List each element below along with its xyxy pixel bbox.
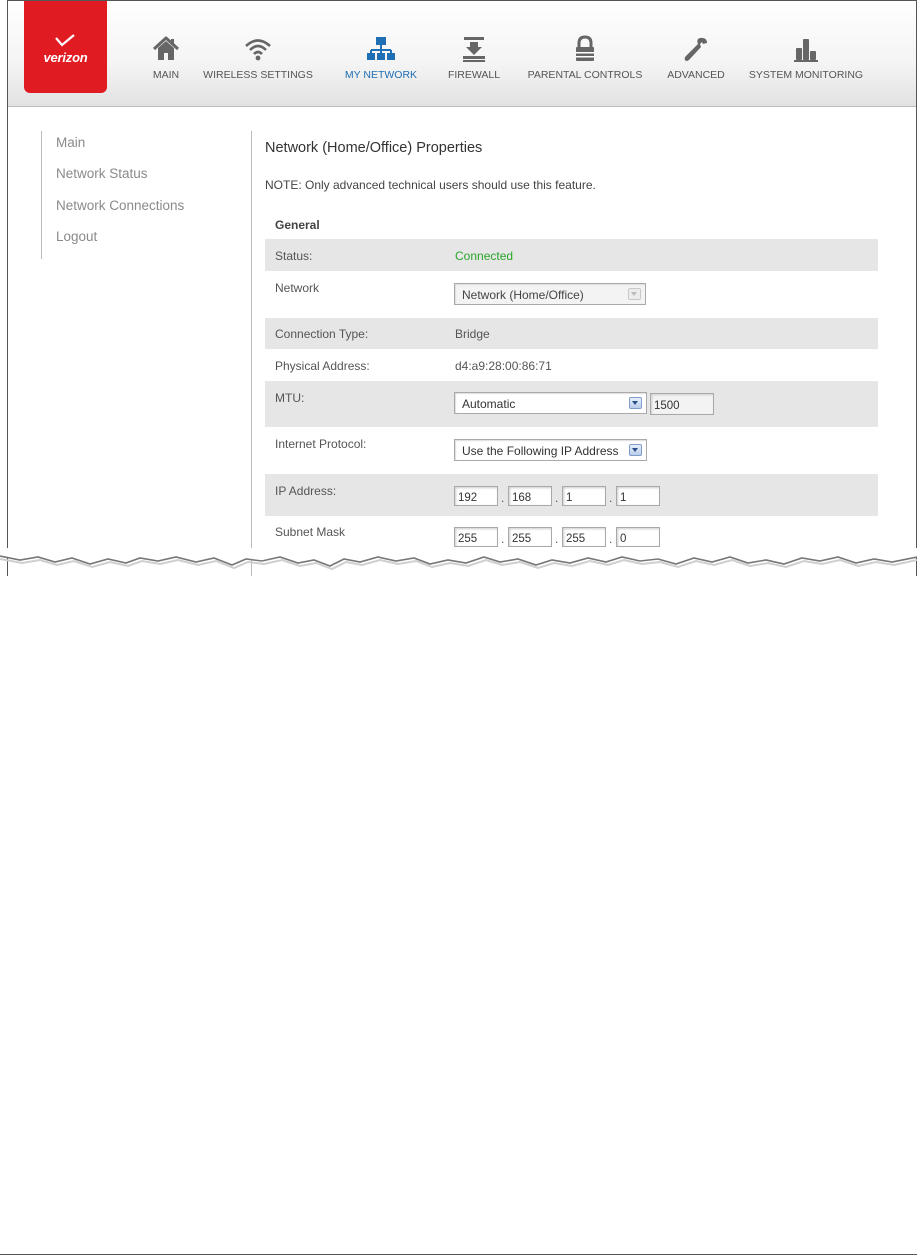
subnet-octet-3-field[interactable] bbox=[562, 527, 606, 547]
nav-main[interactable] bbox=[142, 35, 190, 95]
nav-system-monitoring-label: SYSTEM MONITORING bbox=[748, 69, 864, 81]
ip-separator: . bbox=[609, 491, 613, 505]
internet-protocol-label: Internet Protocol: bbox=[275, 437, 367, 451]
lock-icon bbox=[570, 35, 600, 63]
nav-parental-controls-label: PARENTAL CONTROLS bbox=[527, 69, 643, 81]
connection-type-label: Connection Type: bbox=[275, 327, 369, 341]
ip-separator: . bbox=[555, 491, 559, 505]
internet-protocol-row bbox=[265, 427, 878, 474]
subnet-octet-2-field[interactable] bbox=[508, 527, 552, 547]
ip-octet-1-field[interactable] bbox=[454, 486, 498, 506]
advanced-users-note: NOTE: Only advanced technical users should use this feature. bbox=[265, 178, 596, 192]
mtu-row bbox=[265, 381, 878, 427]
status-value: Connected bbox=[455, 249, 514, 263]
nav-firewall[interactable] bbox=[446, 35, 502, 95]
page-bottom-rule bbox=[0, 1254, 917, 1255]
nav-my-network[interactable] bbox=[342, 35, 420, 95]
network-icon bbox=[366, 35, 396, 63]
mtu-value-field[interactable] bbox=[650, 393, 714, 415]
top-navigation-bar bbox=[8, 1, 916, 107]
torn-edge-decoration bbox=[0, 548, 917, 582]
nav-parental-controls[interactable] bbox=[526, 35, 644, 95]
subnet-octet-4-field[interactable] bbox=[616, 527, 660, 547]
ip-octet-4-field[interactable] bbox=[616, 486, 660, 506]
nav-main-label: MAIN bbox=[152, 69, 180, 81]
status-label: Status: bbox=[275, 249, 313, 263]
chevron-down-icon bbox=[629, 444, 642, 456]
nav-firewall-label: FIREWALL bbox=[447, 69, 501, 81]
network-select[interactable] bbox=[454, 283, 646, 305]
network-label: Network bbox=[275, 281, 320, 295]
nav-advanced[interactable] bbox=[664, 35, 728, 95]
sidebar-item-network-connections[interactable]: Network Connections bbox=[56, 198, 185, 213]
wifi-icon bbox=[243, 35, 273, 63]
router-ui-screenshot bbox=[7, 0, 917, 576]
internet-protocol-select-value: Use the Following IP Address bbox=[462, 444, 619, 458]
sidebar-item-network-status[interactable]: Network Status bbox=[56, 166, 148, 181]
physical-address-row bbox=[265, 349, 878, 381]
network-row bbox=[265, 271, 878, 318]
ip-address-label: IP Address: bbox=[275, 484, 337, 498]
chevron-down-icon bbox=[629, 397, 642, 409]
ip-separator: . bbox=[501, 491, 505, 505]
status-row bbox=[265, 239, 878, 271]
nav-my-network-label: MY NETWORK bbox=[344, 69, 418, 81]
internet-protocol-select[interactable] bbox=[454, 439, 647, 461]
mtu-select-value: Automatic bbox=[462, 397, 516, 411]
verizon-logo[interactable] bbox=[24, 1, 107, 93]
ip-address-row bbox=[265, 474, 878, 516]
firewall-icon bbox=[459, 35, 489, 63]
subnet-mask-label: Subnet Mask bbox=[275, 525, 346, 539]
page-title: Network (Home/Office) Properties bbox=[265, 140, 483, 156]
nav-system-monitoring[interactable] bbox=[748, 35, 864, 95]
nav-wireless-settings[interactable] bbox=[202, 35, 314, 95]
subnet-separator: . bbox=[555, 532, 559, 546]
physical-address-label: Physical Address: bbox=[275, 359, 370, 373]
network-select-value: Network (Home/Office) bbox=[462, 288, 584, 302]
connection-type-row bbox=[265, 318, 878, 349]
home-icon bbox=[151, 35, 181, 63]
bar-chart-icon bbox=[791, 35, 821, 63]
chevron-down-icon bbox=[628, 288, 641, 300]
sidebar-item-logout[interactable]: Logout bbox=[56, 229, 98, 244]
content-divider bbox=[251, 131, 252, 576]
wrench-icon bbox=[681, 35, 711, 63]
ip-octet-2-field[interactable] bbox=[508, 486, 552, 506]
sidebar-menu bbox=[41, 131, 222, 259]
subnet-octet-1-field[interactable] bbox=[454, 527, 498, 547]
subnet-separator: . bbox=[609, 532, 613, 546]
nav-wireless-settings-label: WIRELESS SETTINGS bbox=[203, 69, 313, 81]
ip-octet-3-field[interactable] bbox=[562, 486, 606, 506]
physical-address-value: d4:a9:28:00:86:71 bbox=[455, 359, 552, 373]
logo-wordmark: verizon bbox=[43, 50, 88, 65]
connection-type-value: Bridge bbox=[455, 327, 490, 341]
mtu-label: MTU: bbox=[275, 391, 305, 405]
sidebar-item-main[interactable]: Main bbox=[56, 135, 86, 150]
subnet-separator: . bbox=[501, 532, 505, 546]
section-title-general: General bbox=[275, 218, 320, 232]
nav-advanced-label: ADVANCED bbox=[667, 69, 725, 81]
checkmark-logo-icon bbox=[54, 34, 76, 48]
mtu-select[interactable] bbox=[454, 392, 647, 414]
